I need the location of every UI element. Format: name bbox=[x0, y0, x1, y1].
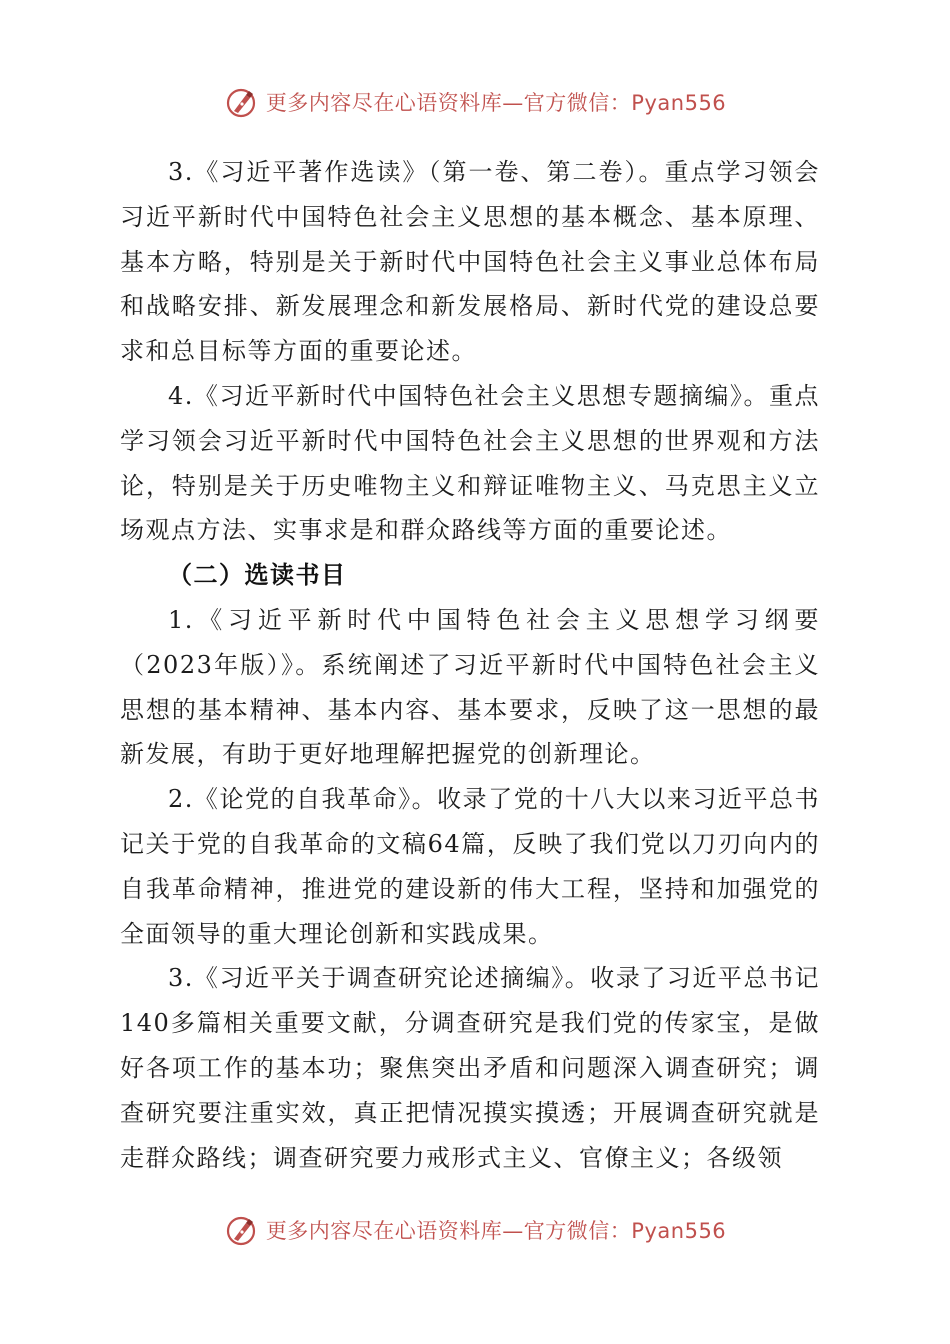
header-watermark-text: 更多内容尽在心语资料库—官方微信：Pyan556 bbox=[265, 91, 727, 115]
footer-watermark-banner bbox=[0, 1210, 950, 1250]
paragraph-self-revolution: 2.《论党的自我革命》。收录了党的十八大以来习近平总书记关于党的自我革命的文稿64篇，反映了我们党以刀刃向内的自我革命精神，推进党的建设新的伟大工程，坚持和加强党的全面领导的重大理论创新和实践成果。 bbox=[120, 785, 820, 948]
paragraph-topic-excerpts: 4.《习近平新时代中国特色社会主义思想专题摘编》。重点学习领会习近平新时代中国特色社会主义思想的世界观和方法论，特别是关于历史唯物主义和辩证唯物主义、马克思主义立场观点方法、实事求是和群众路线等方面的重要论述。 bbox=[120, 381, 820, 545]
section-heading-elective-books: （二）选读书目 bbox=[168, 560, 347, 590]
pen-nib-circle-logo-icon bbox=[224, 1213, 258, 1247]
header-watermark-banner bbox=[0, 82, 950, 122]
paragraph-study-outline: 1.《习近平新时代中国特色社会主义思想学习纲要（2023年版）》。系统阐述了习近平新时代中国特色社会主义思想的基本精神、基本内容、基本要求，反映了这一思想的最新发展，有助于更好地理解把握党的创新理论。 bbox=[120, 605, 820, 769]
pen-nib-circle-logo-icon bbox=[224, 85, 258, 119]
paragraph-investigation-research: 3.《习近平关于调查研究论述摘编》。收录了习近平总书记140多篇相关重要文献，分调查研究是我们党的传家宝，是做好各项工作的基本功；聚焦突出矛盾和问题深入调查研究；调查研究要注重实效，真正把情况摸实摸透；开展调查研究就是走群众路线；调查研究要力戒形式主义、官僚主义；各级领 bbox=[120, 964, 820, 1172]
footer-watermark-text: 更多内容尽在心语资料库—官方微信：Pyan556 bbox=[265, 1219, 727, 1243]
document-body bbox=[120, 150, 820, 1180]
paragraph-selected-works: 3.《习近平著作选读》（第一卷、第二卷）。重点学习领会习近平新时代中国特色社会主义思想的基本概念、基本原理、基本方略，特别是关于新时代中国特色社会主义事业总体布局和战略安排、新发展理念和新发展格局、新时代党的建设总要求和总目标等方面的重要论述。 bbox=[120, 158, 820, 366]
